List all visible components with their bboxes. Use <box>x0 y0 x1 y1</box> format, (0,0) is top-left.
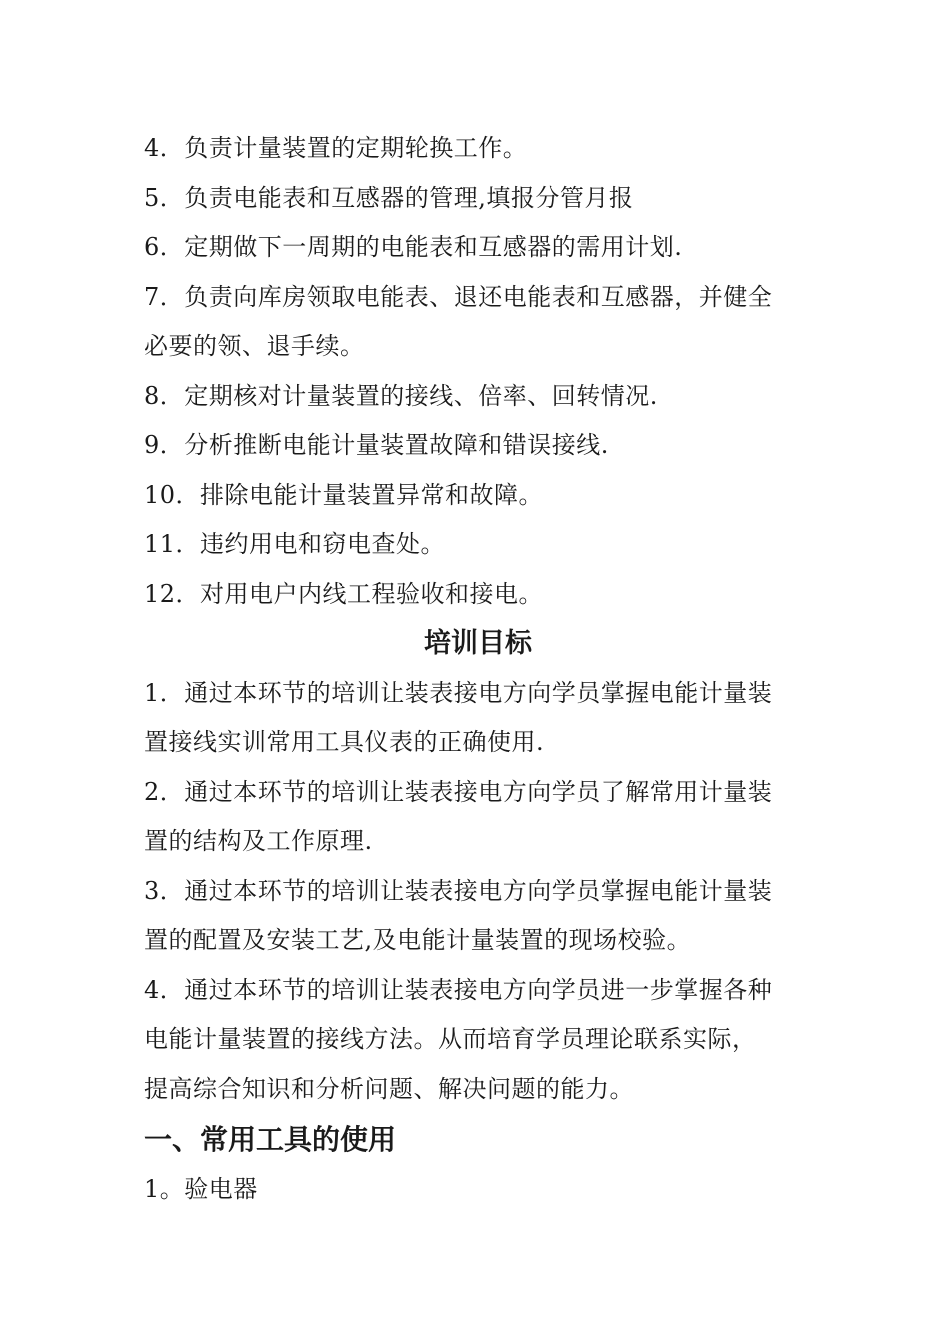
duty-line: 9．分析推断电能计量装置故障和错误接线. <box>144 431 609 459</box>
goal-line: 置的结构及工作原理. <box>144 827 373 855</box>
duty-line: 7．负责向库房领取电能表、退还电能表和互感器，并健全 <box>144 282 773 311</box>
subsection-heading: 1。验电器 <box>144 1175 258 1203</box>
goal-line: 置接线实训常用工具仪表的正确使用. <box>144 728 545 756</box>
chapter-heading: 一、常用工具的使用 <box>144 1123 397 1156</box>
duty-line: 6．定期做下一周期的电能表和互感器的需用计划. <box>144 233 683 261</box>
goal-line: 置的配置及安装工艺,及电能计量装置的现场校验。 <box>144 926 692 954</box>
goal-line: 提高综合知识和分析问题、解决问题的能力。 <box>144 1074 634 1103</box>
goal-line: 3．通过本环节的培训让装表接电方向学员掌握电能计量装 <box>144 876 773 905</box>
duty-line: 必要的领、退手续。 <box>144 332 365 360</box>
goal-line: 电能计量装置的接线方法。从而培育学员理论联系实际， <box>144 1025 757 1053</box>
goal-line: 2．通过本环节的培训让装表接电方向学员了解常用计量装 <box>144 777 773 806</box>
duties-list <box>144 124 812 619</box>
duty-line: 10．排除电能计量装置异常和故障。 <box>144 480 544 509</box>
duty-line: 4．负责计量装置的定期轮换工作。 <box>144 134 528 162</box>
duty-line: 5．负责电能表和互感器的管理,填报分管月报 <box>144 183 634 212</box>
duty-line: 12．对用电户内线工程验收和接电。 <box>144 579 544 608</box>
goals-list <box>144 669 812 1115</box>
training-goals-heading: 培训目标 <box>424 628 532 659</box>
goal-line: 4．通过本环节的培训让装表接电方向学员进一步掌握各种 <box>144 975 773 1004</box>
duty-line: 8．定期核对计量装置的接线、倍率、回转情况. <box>144 381 658 410</box>
duty-line: 11．违约用电和窃电查处。 <box>144 530 446 558</box>
goal-line: 1．通过本环节的培训让装表接电方向学员掌握电能计量装 <box>144 678 773 707</box>
document-page <box>144 124 812 1215</box>
